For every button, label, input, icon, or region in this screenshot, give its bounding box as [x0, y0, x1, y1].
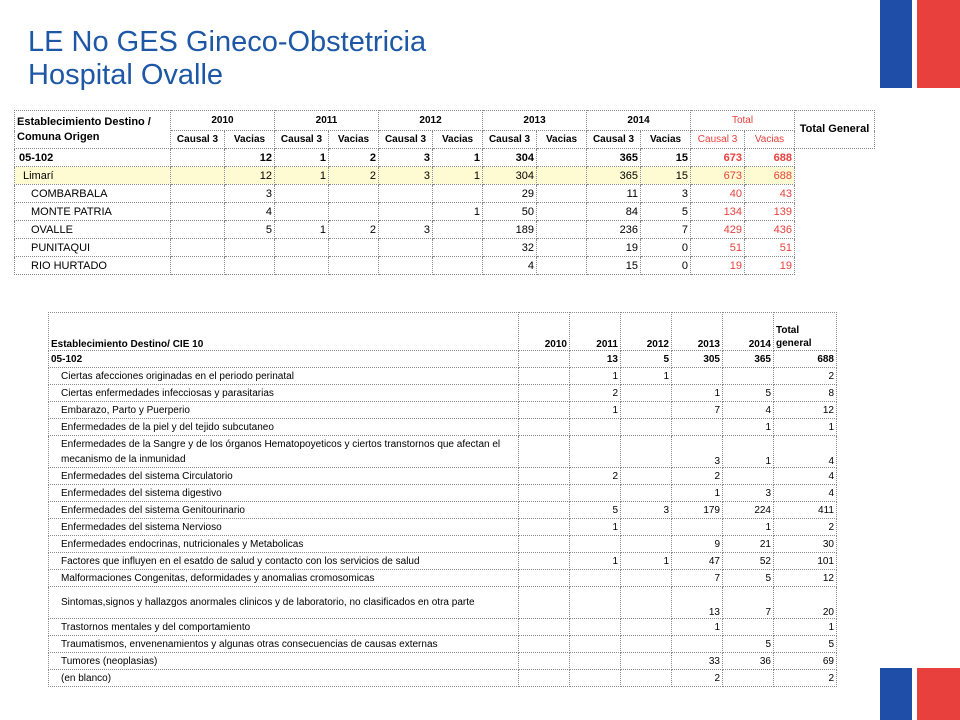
table-cell: 19: [691, 257, 745, 275]
table-cell: 1: [570, 368, 621, 385]
table-cell: 19: [587, 239, 641, 257]
row-label: PUNITAQUI: [15, 239, 171, 257]
table-cell: [519, 351, 570, 368]
table-cell: 1: [275, 149, 329, 167]
table-cell: 9: [672, 536, 723, 553]
table-row: [49, 436, 837, 468]
table-cell: [537, 203, 587, 221]
table-cell: [570, 536, 621, 553]
table-row: [49, 385, 837, 402]
table-cell: 1: [621, 553, 672, 570]
table-cell: [570, 570, 621, 587]
table-cell: [519, 436, 570, 468]
table-cell: [329, 257, 379, 275]
table-cell: 673: [691, 167, 745, 185]
table-cell: 101: [774, 553, 837, 570]
table-cell: 4: [774, 485, 837, 502]
table-row: [49, 553, 837, 570]
table-cell: 15: [587, 257, 641, 275]
table-cell: 11: [587, 185, 641, 203]
table-cell: 40: [691, 185, 745, 203]
table-cell: 4: [483, 257, 537, 275]
table-cell: 5: [774, 636, 837, 653]
table-cell: [433, 239, 483, 257]
table-cell: 5: [723, 636, 774, 653]
table-cell: 224: [723, 502, 774, 519]
table-cell: 1: [433, 203, 483, 221]
table-cell: [519, 570, 570, 587]
table-cell: 2: [570, 468, 621, 485]
table-cell: [570, 419, 621, 436]
causal3-subheader: Causal 3: [691, 131, 745, 149]
table-cell: 1: [672, 385, 723, 402]
causal3-subheader: Causal 3: [379, 131, 433, 149]
table-cie10: [48, 312, 837, 687]
table-cell: [621, 670, 672, 687]
vacias-subheader: Vacias: [329, 131, 379, 149]
year-header: 2012: [621, 313, 672, 351]
table-cell: 0: [641, 257, 691, 275]
table-cell: 1: [570, 402, 621, 419]
row-label: Enfermedades endocrinas, nutricionales y Metabolicas: [49, 536, 519, 553]
causal3-subheader: Causal 3: [587, 131, 641, 149]
table-cell: 51: [745, 239, 795, 257]
table-cell: 13: [672, 587, 723, 619]
table-cell: [570, 485, 621, 502]
table-cell: 12: [225, 167, 275, 185]
row-label: RIO HURTADO: [15, 257, 171, 275]
table-cell: [519, 619, 570, 636]
table-cell: [379, 257, 433, 275]
row-label: Limarí: [15, 167, 171, 185]
table-cell: [621, 436, 672, 468]
table-cell: [519, 536, 570, 553]
row-label: Enfermedades del sistema digestivo: [49, 485, 519, 502]
table-cell: 1: [275, 221, 329, 239]
table-cell: 5: [570, 502, 621, 519]
table-cell: 32: [483, 239, 537, 257]
table-cell: 2: [672, 468, 723, 485]
year-header: 2014: [723, 313, 774, 351]
table-cell: 2: [774, 368, 837, 385]
table-cell: [275, 239, 329, 257]
table-cell: [672, 368, 723, 385]
table-cell: [537, 149, 587, 167]
table-cell: [621, 519, 672, 536]
year-header: Total: [691, 111, 795, 131]
table-cell: 304: [483, 149, 537, 167]
table-cell: [519, 670, 570, 687]
table-cell: 365: [587, 149, 641, 167]
table-cell: 15: [641, 149, 691, 167]
row-label: Ciertas enfermedades infecciosas y parasitarias: [49, 385, 519, 402]
table-cell: [171, 167, 225, 185]
table-cell: [723, 619, 774, 636]
table-cell: 1: [672, 619, 723, 636]
flag-red-bar: [917, 668, 960, 720]
table-cell: 3: [379, 149, 433, 167]
row-label: Enfermedades del sistema Circulatorio: [49, 468, 519, 485]
year-header: 2011: [570, 313, 621, 351]
table-cell: [171, 257, 225, 275]
table-row: [49, 670, 837, 687]
table-cell: [433, 257, 483, 275]
table-cell: [519, 402, 570, 419]
table-row: [49, 502, 837, 519]
row-label: Trastornos mentales y del comportamiento: [49, 619, 519, 636]
table-cell: 33: [672, 653, 723, 670]
table-cell: [570, 670, 621, 687]
row-label: 05-102: [15, 149, 171, 167]
year-header: 2010: [171, 111, 275, 131]
table-cell: 304: [483, 167, 537, 185]
table-cell: 3: [225, 185, 275, 203]
row-label: Enfermedades del sistema Genitourinario: [49, 502, 519, 519]
table-cell: 2: [672, 670, 723, 687]
slide-title: [28, 26, 426, 92]
table-cell: 1: [672, 485, 723, 502]
table-cell: 4: [723, 402, 774, 419]
table-cell: 50: [483, 203, 537, 221]
table-row: [15, 149, 875, 167]
year-header: 2012: [379, 111, 483, 131]
table-cell: [519, 653, 570, 670]
table-row: [15, 167, 875, 185]
table-cell: [570, 636, 621, 653]
table-cell: 51: [691, 239, 745, 257]
table-cell: [275, 185, 329, 203]
row-label: Enfermedades del sistema Nervioso: [49, 519, 519, 536]
table-cell: [621, 570, 672, 587]
title-line-1: LE No GES Gineco-Obstetricia: [28, 26, 427, 58]
table-cell: 52: [723, 553, 774, 570]
table-row: [49, 536, 837, 553]
table-cell: 8: [774, 385, 837, 402]
table-cell: 3: [672, 436, 723, 468]
corner-header: Establecimiento Destino / Comuna Origen: [15, 111, 171, 149]
flag-decoration-bottom: [880, 668, 960, 720]
table-cell: 2: [570, 385, 621, 402]
table-cell: [171, 239, 225, 257]
table-cell: [537, 185, 587, 203]
table-cell: 139: [745, 203, 795, 221]
table-row: [49, 587, 837, 619]
causal3-subheader: Causal 3: [275, 131, 329, 149]
table-cell: [519, 485, 570, 502]
vacias-subheader: Vacias: [537, 131, 587, 149]
year-header: 2011: [275, 111, 379, 131]
table-cell: 12: [225, 149, 275, 167]
table-row: [49, 368, 837, 385]
table-cell: 2: [774, 519, 837, 536]
table-cell: [329, 203, 379, 221]
vacias-subheader: Vacias: [745, 131, 795, 149]
table-cell: 30: [774, 536, 837, 553]
row-label: Factores que influyen en el esatdo de salud y contacto con los servicios de salud: [49, 553, 519, 570]
row-label: COMBARBALA: [15, 185, 171, 203]
year-header: 2013: [483, 111, 587, 131]
flag-blue-bar: [880, 0, 912, 88]
table-cell: 0: [641, 239, 691, 257]
table-cell: 12: [774, 402, 837, 419]
table-cell: [379, 185, 433, 203]
title-line-2: Hospital Ovalle: [28, 59, 224, 91]
causal3-subheader: Causal 3: [171, 131, 225, 149]
cie10-header: Establecimiento Destino/ CIE 10: [49, 313, 519, 351]
table-cell: [621, 419, 672, 436]
table-cell: 5: [621, 351, 672, 368]
table-cell: 19: [745, 257, 795, 275]
table-cell: 3: [379, 221, 433, 239]
flag-decoration-top: [880, 0, 960, 88]
table-cell: 1: [433, 167, 483, 185]
table-cell: 84: [587, 203, 641, 221]
row-label: OVALLE: [15, 221, 171, 239]
year-header: 2010: [519, 313, 570, 351]
table-cell: 7: [641, 221, 691, 239]
causal3-subheader: Causal 3: [483, 131, 537, 149]
table-cell: [621, 536, 672, 553]
table-cell: 2: [329, 149, 379, 167]
table-cell: [621, 653, 672, 670]
table-cell: [537, 221, 587, 239]
table-cell: 236: [587, 221, 641, 239]
table-cell: [275, 257, 329, 275]
flag-red-bar: [917, 0, 960, 88]
table-cell: [519, 368, 570, 385]
table-cell: 2: [329, 221, 379, 239]
table-cell: 688: [745, 167, 795, 185]
table-cell: 1: [723, 436, 774, 468]
table-cell: 436: [745, 221, 795, 239]
table-cell: 1: [723, 419, 774, 436]
table-row: [15, 221, 875, 239]
table-cell: [275, 203, 329, 221]
table-row: [49, 485, 837, 502]
table-cell: 29: [483, 185, 537, 203]
table-cell: [379, 203, 433, 221]
table-cell: 69: [774, 653, 837, 670]
table-cell: [329, 185, 379, 203]
table-cell: [621, 402, 672, 419]
table-cell: 305: [672, 351, 723, 368]
table-cell: [519, 502, 570, 519]
table-cell: [570, 653, 621, 670]
table-row: [15, 185, 875, 203]
table-cell: 179: [672, 502, 723, 519]
table-cell: 411: [774, 502, 837, 519]
table-cell: 20: [774, 587, 837, 619]
row-label: Embarazo, Parto y Puerperio: [49, 402, 519, 419]
vacias-subheader: Vacias: [433, 131, 483, 149]
table-cell: 1: [621, 368, 672, 385]
table-cell: 365: [587, 167, 641, 185]
table-cell: [621, 619, 672, 636]
table-cell: 5: [723, 570, 774, 587]
table-cell: [723, 670, 774, 687]
table-cell: 3: [641, 185, 691, 203]
table-cell: 5: [225, 221, 275, 239]
table-cell: [171, 221, 225, 239]
table-cell: 1: [774, 619, 837, 636]
table-cell: [433, 185, 483, 203]
table-cell: 36: [723, 653, 774, 670]
table-cell: 5: [641, 203, 691, 221]
table-cell: [519, 519, 570, 536]
row-label: 05-102: [49, 351, 519, 368]
table-cell: 4: [225, 203, 275, 221]
table-row: [49, 570, 837, 587]
table-cell: 365: [723, 351, 774, 368]
table-cell: [171, 203, 225, 221]
table-cell: 47: [672, 553, 723, 570]
year-header: Total general: [774, 313, 837, 351]
row-label: Sintomas,signos y hallazgos anormales clinicos y de laboratorio, no clasificados en otra parte: [49, 587, 519, 619]
table-row: [49, 636, 837, 653]
table-cell: 7: [723, 587, 774, 619]
table-cell: 4: [774, 436, 837, 468]
table-cell: 5: [723, 385, 774, 402]
row-label: Malformaciones Congenitas, deformidades y anomalias cromosomicas: [49, 570, 519, 587]
table-cell: [621, 385, 672, 402]
table-cell: 688: [745, 149, 795, 167]
table-row: [15, 257, 875, 275]
table-cell: [225, 257, 275, 275]
table-establecimiento-comuna: [14, 110, 875, 275]
table-cell: [329, 239, 379, 257]
table-cell: 4: [774, 468, 837, 485]
table-row: [49, 619, 837, 636]
row-label: Tumores (neoplasias): [49, 653, 519, 670]
table-cell: [171, 185, 225, 203]
table-cell: [519, 385, 570, 402]
total-general-header: Total General: [795, 111, 875, 149]
table-cell: [519, 636, 570, 653]
flag-blue-bar: [880, 668, 912, 720]
table-row: [49, 653, 837, 670]
table-cell: [672, 636, 723, 653]
table-cell: 7: [672, 402, 723, 419]
vacias-subheader: Vacias: [225, 131, 275, 149]
table-cell: 1: [433, 149, 483, 167]
table-cell: 3: [379, 167, 433, 185]
table-cell: 15: [641, 167, 691, 185]
table-cell: [621, 636, 672, 653]
table-row: [49, 351, 837, 368]
year-header: 2013: [672, 313, 723, 351]
table-cell: [379, 239, 433, 257]
table-cell: [672, 419, 723, 436]
table-cell: 429: [691, 221, 745, 239]
table-cell: 3: [723, 485, 774, 502]
table-cell: [621, 468, 672, 485]
table-cell: [171, 149, 225, 167]
row-label: Traumatismos, envenenamientos y algunas otras consecuencias de causas externas: [49, 636, 519, 653]
table-header-row: [49, 313, 837, 351]
table-cell: [570, 587, 621, 619]
table-cell: [672, 519, 723, 536]
table-row: [15, 203, 875, 221]
table-cell: [723, 468, 774, 485]
year-header: 2014: [587, 111, 691, 131]
table-row: [15, 239, 875, 257]
table-cell: 1: [723, 519, 774, 536]
table-row: [49, 519, 837, 536]
table-cell: [537, 167, 587, 185]
row-label: Enfermedades de la piel y del tejido subcutaneo: [49, 419, 519, 436]
row-label: (en blanco): [49, 670, 519, 687]
table-cell: 13: [570, 351, 621, 368]
table-cell: 21: [723, 536, 774, 553]
table-cell: 1: [774, 419, 837, 436]
table-cell: 1: [275, 167, 329, 185]
table-cell: 688: [774, 351, 837, 368]
table-row: [49, 468, 837, 485]
table-cell: 3: [621, 502, 672, 519]
table-cell: [621, 587, 672, 619]
table-cell: 43: [745, 185, 795, 203]
table-cell: [621, 485, 672, 502]
table-cell: [723, 368, 774, 385]
table-row: [49, 419, 837, 436]
table-cell: [225, 239, 275, 257]
table-header-row: [15, 111, 875, 131]
table-cell: 2: [774, 670, 837, 687]
table-cell: [519, 553, 570, 570]
table-cell: 673: [691, 149, 745, 167]
table-cell: [519, 468, 570, 485]
table-row: [49, 402, 837, 419]
table-cell: [570, 436, 621, 468]
table-cell: 2: [329, 167, 379, 185]
row-label: MONTE PATRIA: [15, 203, 171, 221]
vacias-subheader: Vacias: [641, 131, 691, 149]
table-cell: [570, 619, 621, 636]
table-cell: [433, 221, 483, 239]
table-cell: [519, 419, 570, 436]
table-cell: 12: [774, 570, 837, 587]
table-cell: 7: [672, 570, 723, 587]
row-label: Enfermedades de la Sangre y de los órganos Hematopoyeticos y ciertos transtornos que afectan el mecanismo de la inmunidad: [49, 436, 519, 468]
table-cell: [537, 257, 587, 275]
table-cell: 134: [691, 203, 745, 221]
table-cell: [537, 239, 587, 257]
table-cell: 1: [570, 519, 621, 536]
table-cell: 189: [483, 221, 537, 239]
table-cell: [519, 587, 570, 619]
row-label: Ciertas afecciones originadas en el periodo perinatal: [49, 368, 519, 385]
table-cell: 1: [570, 553, 621, 570]
